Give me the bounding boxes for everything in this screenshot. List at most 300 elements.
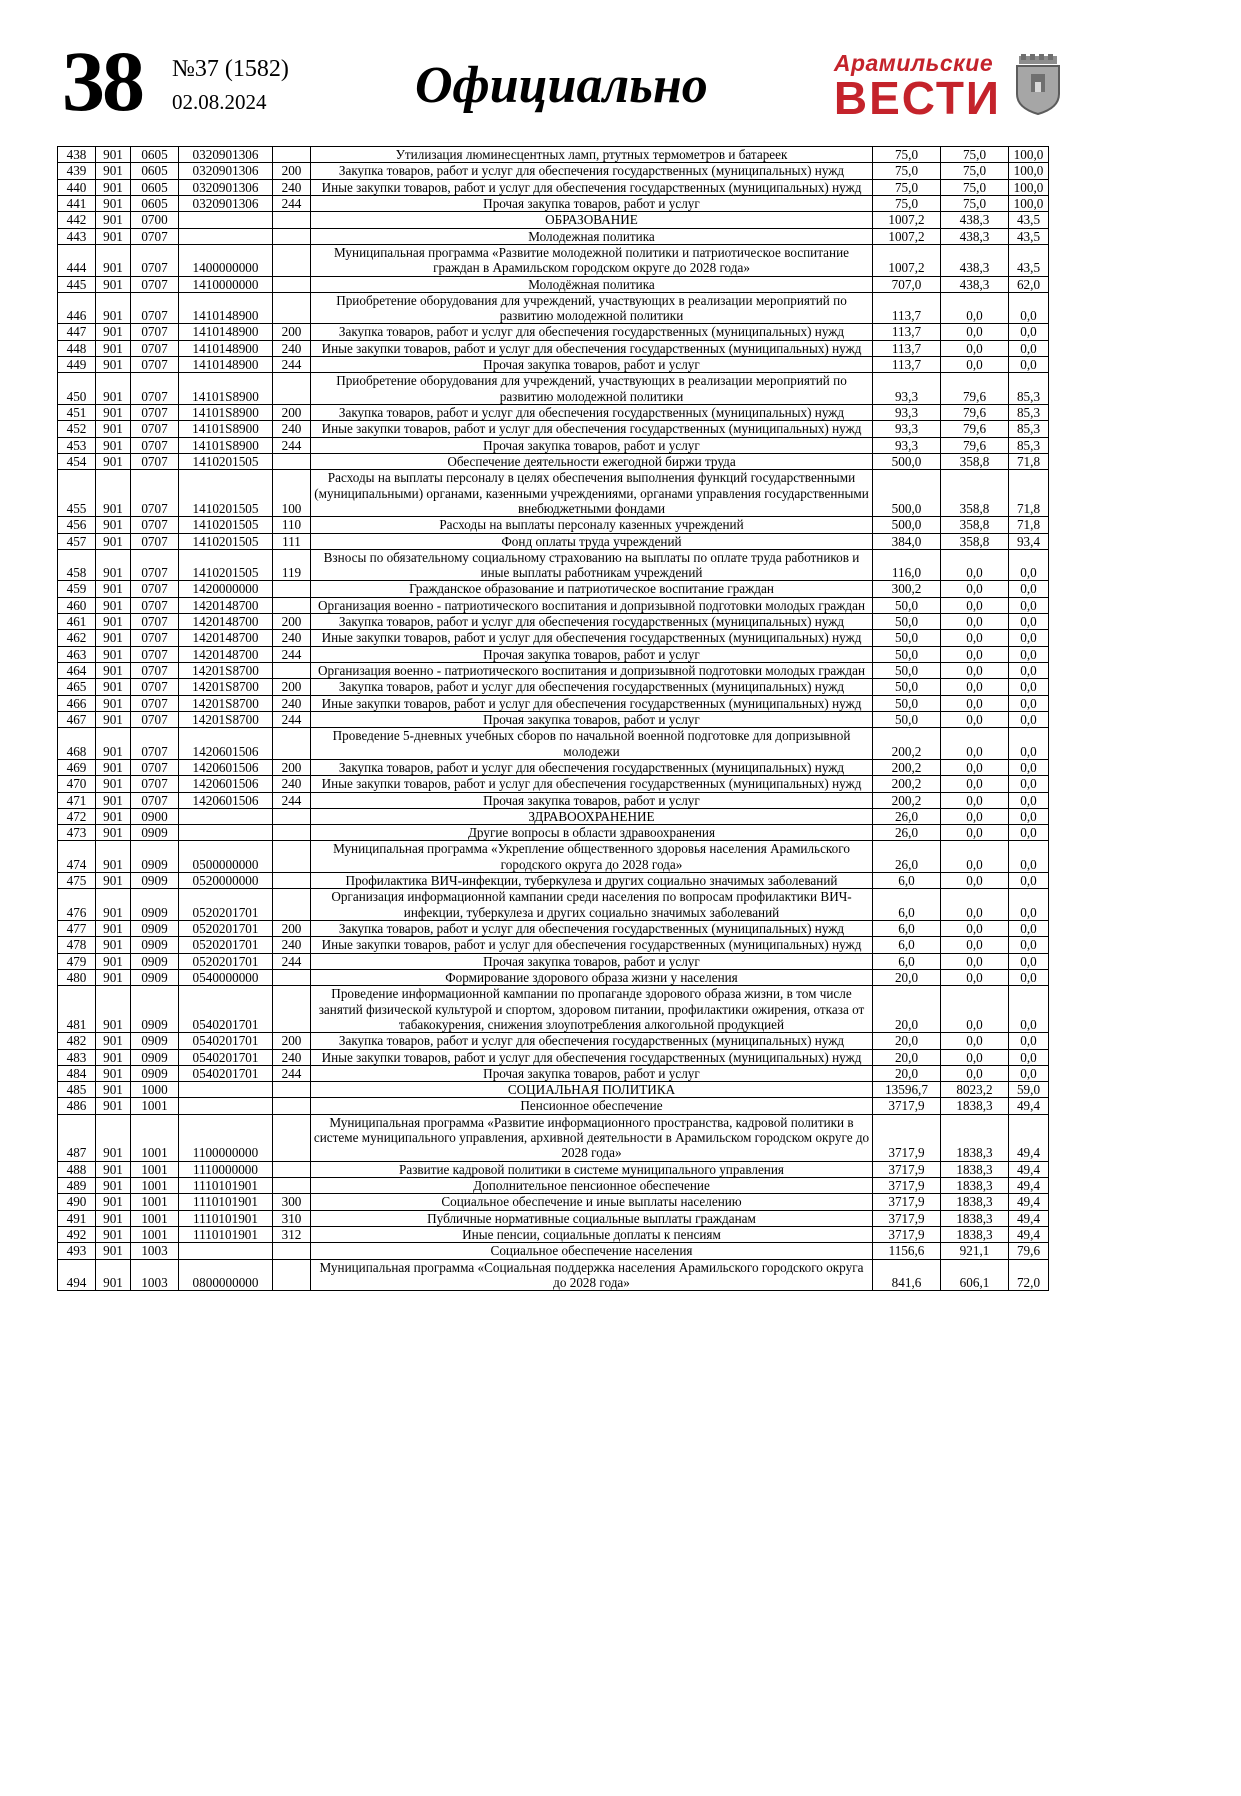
section-code-cell: 0605 <box>131 179 179 195</box>
section-code-cell: 0605 <box>131 163 179 179</box>
percent-value-cell: 0,0 <box>1009 873 1049 889</box>
expense-name-cell: Закупка товаров, работ и услуг для обеспечения государственных (муниципальных) нужд <box>311 163 873 179</box>
grbs-code-cell: 901 <box>96 517 131 533</box>
grbs-code-cell: 901 <box>96 533 131 549</box>
plan-value-cell: 93,3 <box>873 421 941 437</box>
target-article-code-cell: 0320901306 <box>179 147 273 163</box>
percent-value-cell: 0,0 <box>1009 357 1049 373</box>
plan-value-cell: 113,7 <box>873 357 941 373</box>
plan-value-cell: 20,0 <box>873 1065 941 1081</box>
expense-name-cell: Прочая закупка товаров, работ и услуг <box>311 1065 873 1081</box>
grbs-code-cell: 901 <box>96 1114 131 1161</box>
grbs-code-cell: 901 <box>96 373 131 405</box>
percent-value-cell: 0,0 <box>1009 986 1049 1033</box>
grbs-code-cell: 901 <box>96 1243 131 1259</box>
expense-type-code-cell <box>273 453 311 469</box>
fact-value-cell: 75,0 <box>941 195 1009 211</box>
row-number-cell: 454 <box>58 453 96 469</box>
fact-value-cell: 1838,3 <box>941 1210 1009 1226</box>
table-row <box>58 292 1049 324</box>
plan-value-cell: 384,0 <box>873 533 941 549</box>
row-number-cell: 478 <box>58 937 96 953</box>
target-article-code-cell: 14101S8900 <box>179 405 273 421</box>
grbs-code-cell: 901 <box>96 825 131 841</box>
percent-value-cell: 0,0 <box>1009 889 1049 921</box>
grbs-code-cell: 901 <box>96 759 131 775</box>
grbs-code-cell: 901 <box>96 212 131 228</box>
expense-name-cell: Иные закупки товаров, работ и услуг для обеспечения государственных (муниципальных) нужд <box>311 776 873 792</box>
table-row <box>58 1259 1049 1291</box>
grbs-code-cell: 901 <box>96 228 131 244</box>
row-number-cell: 463 <box>58 646 96 662</box>
plan-value-cell: 6,0 <box>873 953 941 969</box>
issue-number: №37 (1582) <box>172 56 289 82</box>
grbs-code-cell: 901 <box>96 1065 131 1081</box>
plan-value-cell: 113,7 <box>873 292 941 324</box>
expense-type-code-cell <box>273 1098 311 1114</box>
row-number-cell: 488 <box>58 1161 96 1177</box>
section-code-cell: 0707 <box>131 453 179 469</box>
table-row <box>58 1243 1049 1259</box>
section-code-cell: 1001 <box>131 1210 179 1226</box>
expense-type-code-cell <box>273 969 311 985</box>
grbs-code-cell: 901 <box>96 324 131 340</box>
row-number-cell: 471 <box>58 792 96 808</box>
section-code-cell: 0900 <box>131 808 179 824</box>
section-code-cell: 0605 <box>131 195 179 211</box>
plan-value-cell: 50,0 <box>873 646 941 662</box>
expense-name-cell: Проведение информационной кампании по пропаганде здорового образа жизни, в том числе занятий физической культурой и спортом, здоровом питании, профилактики ожирения, отказа от табакокурения, снижения злоупотребления алкогольной продукцией <box>311 986 873 1033</box>
expense-name-cell: Дополнительное пенсионное обеспечение <box>311 1178 873 1194</box>
fact-value-cell: 0,0 <box>941 324 1009 340</box>
table-row <box>58 357 1049 373</box>
fact-value-cell: 0,0 <box>941 759 1009 775</box>
expense-name-cell: Закупка товаров, работ и услуг для обеспечения государственных (муниципальных) нужд <box>311 614 873 630</box>
expense-name-cell: Взносы по обязательному социальному страхованию на выплаты по оплате труда работников и иные выплаты работникам учреждений <box>311 549 873 581</box>
expense-type-code-cell: 244 <box>273 437 311 453</box>
target-article-code-cell: 1420148700 <box>179 597 273 613</box>
percent-value-cell: 0,0 <box>1009 728 1049 760</box>
expense-name-cell: Закупка товаров, работ и услуг для обеспечения государственных (муниципальных) нужд <box>311 679 873 695</box>
grbs-code-cell: 901 <box>96 453 131 469</box>
table-row <box>58 969 1049 985</box>
expense-name-cell: ОБРАЗОВАНИЕ <box>311 212 873 228</box>
section-code-cell: 1001 <box>131 1226 179 1242</box>
plan-value-cell: 75,0 <box>873 147 941 163</box>
plan-value-cell: 93,3 <box>873 373 941 405</box>
table-row <box>58 953 1049 969</box>
plan-value-cell: 1007,2 <box>873 244 941 276</box>
grbs-code-cell: 901 <box>96 244 131 276</box>
page-header <box>62 33 1065 136</box>
row-number-cell: 469 <box>58 759 96 775</box>
expense-type-code-cell <box>273 728 311 760</box>
row-number-cell: 439 <box>58 163 96 179</box>
budget-table <box>57 146 1049 1291</box>
expense-type-code-cell <box>273 1259 311 1291</box>
percent-value-cell: 71,8 <box>1009 517 1049 533</box>
section-code-cell: 0909 <box>131 1065 179 1081</box>
percent-value-cell: 49,4 <box>1009 1226 1049 1242</box>
fact-value-cell: 1838,3 <box>941 1194 1009 1210</box>
row-number-cell: 458 <box>58 549 96 581</box>
row-number-cell: 477 <box>58 921 96 937</box>
plan-value-cell: 75,0 <box>873 179 941 195</box>
expense-type-code-cell: 240 <box>273 1049 311 1065</box>
expense-name-cell: Организация информационной кампании среди населения по вопросам профилактики ВИЧ-инфекции, туберкулеза и других социально значимых заболеваний <box>311 889 873 921</box>
percent-value-cell: 0,0 <box>1009 792 1049 808</box>
table-row <box>58 324 1049 340</box>
fact-value-cell: 0,0 <box>941 581 1009 597</box>
table-row <box>58 986 1049 1033</box>
section-code-cell: 0909 <box>131 969 179 985</box>
section-code-cell: 1000 <box>131 1082 179 1098</box>
expense-name-cell: Иные закупки товаров, работ и услуг для обеспечения государственных (муниципальных) нужд <box>311 695 873 711</box>
expense-name-cell: Расходы на выплаты персоналу казенных учреждений <box>311 517 873 533</box>
table-row <box>58 711 1049 727</box>
row-number-cell: 470 <box>58 776 96 792</box>
expense-name-cell: Фонд оплаты труда учреждений <box>311 533 873 549</box>
target-article-code-cell <box>179 1082 273 1098</box>
section-code-cell: 0707 <box>131 340 179 356</box>
plan-value-cell: 50,0 <box>873 597 941 613</box>
grbs-code-cell: 901 <box>96 195 131 211</box>
plan-value-cell: 20,0 <box>873 1033 941 1049</box>
expense-name-cell: Иные закупки товаров, работ и услуг для обеспечения государственных (муниципальных) нужд <box>311 340 873 356</box>
row-number-cell: 493 <box>58 1243 96 1259</box>
grbs-code-cell: 901 <box>96 163 131 179</box>
fact-value-cell: 358,8 <box>941 517 1009 533</box>
grbs-code-cell: 901 <box>96 470 131 517</box>
target-article-code-cell: 0320901306 <box>179 195 273 211</box>
expense-name-cell: Закупка товаров, работ и услуг для обеспечения государственных (муниципальных) нужд <box>311 759 873 775</box>
plan-value-cell: 26,0 <box>873 808 941 824</box>
expense-type-code-cell: 200 <box>273 614 311 630</box>
grbs-code-cell: 901 <box>96 1259 131 1291</box>
grbs-code-cell: 901 <box>96 276 131 292</box>
fact-value-cell: 0,0 <box>941 792 1009 808</box>
row-number-cell: 473 <box>58 825 96 841</box>
row-number-cell: 474 <box>58 841 96 873</box>
target-article-code-cell: 14201S8700 <box>179 695 273 711</box>
row-number-cell: 467 <box>58 711 96 727</box>
fact-value-cell: 358,8 <box>941 533 1009 549</box>
table-row <box>58 373 1049 405</box>
expense-name-cell: Социальное обеспечение и иные выплаты населению <box>311 1194 873 1210</box>
expense-name-cell: Организация военно - патриотического воспитания и допризывной подготовки молодых граждан <box>311 597 873 613</box>
grbs-code-cell: 901 <box>96 1033 131 1049</box>
expense-type-code-cell: 200 <box>273 163 311 179</box>
grbs-code-cell: 901 <box>96 776 131 792</box>
percent-value-cell: 0,0 <box>1009 921 1049 937</box>
row-number-cell: 476 <box>58 889 96 921</box>
target-article-code-cell: 1410148900 <box>179 340 273 356</box>
grbs-code-cell: 901 <box>96 421 131 437</box>
target-article-code-cell: 1400000000 <box>179 244 273 276</box>
percent-value-cell: 79,6 <box>1009 1243 1049 1259</box>
plan-value-cell: 3717,9 <box>873 1098 941 1114</box>
grbs-code-cell: 901 <box>96 873 131 889</box>
expense-type-code-cell <box>273 292 311 324</box>
row-number-cell: 452 <box>58 421 96 437</box>
section-code-cell: 0707 <box>131 228 179 244</box>
fact-value-cell: 0,0 <box>941 614 1009 630</box>
plan-value-cell: 20,0 <box>873 986 941 1033</box>
percent-value-cell: 0,0 <box>1009 1065 1049 1081</box>
target-article-code-cell <box>179 1098 273 1114</box>
table-row <box>58 228 1049 244</box>
percent-value-cell: 59,0 <box>1009 1082 1049 1098</box>
expense-type-code-cell <box>273 825 311 841</box>
section-code-cell: 0707 <box>131 646 179 662</box>
expense-type-code-cell: 240 <box>273 421 311 437</box>
percent-value-cell: 0,0 <box>1009 597 1049 613</box>
section-code-cell: 0909 <box>131 937 179 953</box>
expense-type-code-cell <box>273 276 311 292</box>
expense-type-code-cell <box>273 1178 311 1194</box>
row-number-cell: 487 <box>58 1114 96 1161</box>
table-row <box>58 437 1049 453</box>
grbs-code-cell: 901 <box>96 1098 131 1114</box>
section-code-cell: 0909 <box>131 986 179 1033</box>
expense-type-code-cell: 100 <box>273 470 311 517</box>
fact-value-cell: 8023,2 <box>941 1082 1009 1098</box>
expense-name-cell: Обеспечение деятельности ежегодной биржи труда <box>311 453 873 469</box>
percent-value-cell: 0,0 <box>1009 1049 1049 1065</box>
grbs-code-cell: 901 <box>96 695 131 711</box>
table-row <box>58 663 1049 679</box>
table-row <box>58 1114 1049 1161</box>
expense-type-code-cell: 200 <box>273 324 311 340</box>
expense-name-cell: Прочая закупка товаров, работ и услуг <box>311 357 873 373</box>
plan-value-cell: 500,0 <box>873 453 941 469</box>
newspaper-logo <box>833 42 1065 124</box>
target-article-code-cell: 1110101901 <box>179 1210 273 1226</box>
percent-value-cell: 71,8 <box>1009 470 1049 517</box>
section-code-cell: 0707 <box>131 792 179 808</box>
plan-value-cell: 200,2 <box>873 776 941 792</box>
section-code-cell: 1001 <box>131 1098 179 1114</box>
plan-value-cell: 1007,2 <box>873 228 941 244</box>
target-article-code-cell <box>179 1243 273 1259</box>
target-article-code-cell: 1410000000 <box>179 276 273 292</box>
fact-value-cell: 0,0 <box>941 776 1009 792</box>
table-row <box>58 276 1049 292</box>
table-row <box>58 825 1049 841</box>
plan-value-cell: 93,3 <box>873 405 941 421</box>
target-article-code-cell: 1420148700 <box>179 646 273 662</box>
plan-value-cell: 6,0 <box>873 937 941 953</box>
target-article-code-cell <box>179 228 273 244</box>
expense-type-code-cell <box>273 581 311 597</box>
expense-name-cell: Прочая закупка товаров, работ и услуг <box>311 195 873 211</box>
expense-type-code-cell: 200 <box>273 679 311 695</box>
section-code-cell: 0707 <box>131 711 179 727</box>
percent-value-cell: 49,4 <box>1009 1178 1049 1194</box>
grbs-code-cell: 901 <box>96 986 131 1033</box>
fact-value-cell: 0,0 <box>941 695 1009 711</box>
expense-name-cell: Иные закупки товаров, работ и услуг для обеспечения государственных (муниципальных) нужд <box>311 421 873 437</box>
section-code-cell: 0707 <box>131 663 179 679</box>
section-code-cell: 0909 <box>131 873 179 889</box>
target-article-code-cell <box>179 212 273 228</box>
plan-value-cell: 113,7 <box>873 340 941 356</box>
expense-name-cell: Гражданское образование и патриотическое воспитание граждан <box>311 581 873 597</box>
expense-name-cell: Закупка товаров, работ и услуг для обеспечения государственных (муниципальных) нужд <box>311 324 873 340</box>
percent-value-cell: 72,0 <box>1009 1259 1049 1291</box>
target-article-code-cell: 0800000000 <box>179 1259 273 1291</box>
percent-value-cell: 0,0 <box>1009 825 1049 841</box>
expense-type-code-cell: 200 <box>273 759 311 775</box>
table-row <box>58 937 1049 953</box>
plan-value-cell: 500,0 <box>873 470 941 517</box>
expense-name-cell: Прочая закупка товаров, работ и услуг <box>311 711 873 727</box>
fact-value-cell: 0,0 <box>941 889 1009 921</box>
expense-type-code-cell: 119 <box>273 549 311 581</box>
fact-value-cell: 0,0 <box>941 679 1009 695</box>
plan-value-cell: 6,0 <box>873 889 941 921</box>
table-row <box>58 470 1049 517</box>
fact-value-cell: 0,0 <box>941 728 1009 760</box>
row-number-cell: 442 <box>58 212 96 228</box>
table-row <box>58 517 1049 533</box>
table-row <box>58 679 1049 695</box>
target-article-code-cell: 14201S8700 <box>179 663 273 679</box>
table-row <box>58 1161 1049 1177</box>
expense-name-cell: Иные закупки товаров, работ и услуг для обеспечения государственных (муниципальных) нужд <box>311 179 873 195</box>
expense-type-code-cell <box>273 841 311 873</box>
table-row <box>58 179 1049 195</box>
percent-value-cell: 0,0 <box>1009 292 1049 324</box>
row-number-cell: 446 <box>58 292 96 324</box>
section-code-cell: 0605 <box>131 147 179 163</box>
grbs-code-cell: 901 <box>96 147 131 163</box>
table-row <box>58 1098 1049 1114</box>
row-number-cell: 462 <box>58 630 96 646</box>
table-row <box>58 581 1049 597</box>
percent-value-cell: 71,8 <box>1009 453 1049 469</box>
table-row <box>58 630 1049 646</box>
expense-type-code-cell <box>273 244 311 276</box>
section-code-cell: 1001 <box>131 1161 179 1177</box>
expense-name-cell: Иные закупки товаров, работ и услуг для обеспечения государственных (муниципальных) нужд <box>311 937 873 953</box>
budget-table-body <box>58 147 1049 1291</box>
fact-value-cell: 0,0 <box>941 969 1009 985</box>
target-article-code-cell: 14201S8700 <box>179 711 273 727</box>
table-row <box>58 163 1049 179</box>
plan-value-cell: 300,2 <box>873 581 941 597</box>
grbs-code-cell: 901 <box>96 841 131 873</box>
percent-value-cell: 0,0 <box>1009 937 1049 953</box>
row-number-cell: 491 <box>58 1210 96 1226</box>
expense-name-cell: Организация военно - патриотического воспитания и допризывной подготовки молодых граждан <box>311 663 873 679</box>
plan-value-cell: 3717,9 <box>873 1226 941 1242</box>
target-article-code-cell: 0540201701 <box>179 1033 273 1049</box>
fact-value-cell: 438,3 <box>941 276 1009 292</box>
expense-name-cell: Прочая закупка товаров, работ и услуг <box>311 437 873 453</box>
row-number-cell: 453 <box>58 437 96 453</box>
newspaper-name <box>833 50 1001 124</box>
target-article-code-cell: 1420148700 <box>179 614 273 630</box>
row-number-cell: 484 <box>58 1065 96 1081</box>
percent-value-cell: 100,0 <box>1009 163 1049 179</box>
expense-type-code-cell: 244 <box>273 792 311 808</box>
percent-value-cell: 0,0 <box>1009 969 1049 985</box>
target-article-code-cell: 0520201701 <box>179 889 273 921</box>
section-code-cell: 1003 <box>131 1259 179 1291</box>
percent-value-cell: 85,3 <box>1009 405 1049 421</box>
table-row <box>58 759 1049 775</box>
section-code-cell: 1001 <box>131 1178 179 1194</box>
fact-value-cell: 0,0 <box>941 921 1009 937</box>
section-code-cell: 0707 <box>131 244 179 276</box>
section-code-cell: 0909 <box>131 1049 179 1065</box>
section-code-cell: 0707 <box>131 759 179 775</box>
plan-value-cell: 75,0 <box>873 163 941 179</box>
fact-value-cell: 0,0 <box>941 1065 1009 1081</box>
target-article-code-cell: 1110101901 <box>179 1178 273 1194</box>
section-code-cell: 0707 <box>131 373 179 405</box>
target-article-code-cell: 1410148900 <box>179 292 273 324</box>
target-article-code-cell: 1410201505 <box>179 549 273 581</box>
table-row <box>58 1033 1049 1049</box>
target-article-code-cell: 1410201505 <box>179 453 273 469</box>
target-article-code-cell: 1110000000 <box>179 1161 273 1177</box>
expense-name-cell: Публичные нормативные социальные выплаты гражданам <box>311 1210 873 1226</box>
plan-value-cell: 50,0 <box>873 630 941 646</box>
percent-value-cell: 0,0 <box>1009 695 1049 711</box>
expense-name-cell: ЗДРАВООХРАНЕНИЕ <box>311 808 873 824</box>
table-row <box>58 147 1049 163</box>
percent-value-cell: 43,5 <box>1009 212 1049 228</box>
plan-value-cell: 26,0 <box>873 825 941 841</box>
target-article-code-cell: 1420148700 <box>179 630 273 646</box>
table-row <box>58 1082 1049 1098</box>
target-article-code-cell: 1410148900 <box>179 324 273 340</box>
expense-name-cell: Молодежная политика <box>311 228 873 244</box>
grbs-code-cell: 901 <box>96 597 131 613</box>
expense-name-cell: Иные закупки товаров, работ и услуг для обеспечения государственных (муниципальных) нужд <box>311 630 873 646</box>
expense-name-cell: Закупка товаров, работ и услуг для обеспечения государственных (муниципальных) нужд <box>311 405 873 421</box>
target-article-code-cell: 14101S8900 <box>179 373 273 405</box>
row-number-cell: 466 <box>58 695 96 711</box>
fact-value-cell: 438,3 <box>941 212 1009 228</box>
percent-value-cell: 0,0 <box>1009 711 1049 727</box>
expense-name-cell: СОЦИАЛЬНАЯ ПОЛИТИКА <box>311 1082 873 1098</box>
target-article-code-cell: 14201S8700 <box>179 679 273 695</box>
expense-name-cell: Развитие кадровой политики в системе муниципального управления <box>311 1161 873 1177</box>
expense-name-cell: Пенсионное обеспечение <box>311 1098 873 1114</box>
percent-value-cell: 49,4 <box>1009 1161 1049 1177</box>
expense-type-code-cell: 240 <box>273 179 311 195</box>
row-number-cell: 457 <box>58 533 96 549</box>
fact-value-cell: 0,0 <box>941 357 1009 373</box>
fact-value-cell: 0,0 <box>941 937 1009 953</box>
expense-name-cell: Профилактика ВИЧ-инфекции, туберкулеза и других социально значимых заболеваний <box>311 873 873 889</box>
city-crest-icon <box>1011 54 1065 116</box>
expense-name-cell: Социальное обеспечение населения <box>311 1243 873 1259</box>
grbs-code-cell: 901 <box>96 1226 131 1242</box>
expense-type-code-cell <box>273 873 311 889</box>
expense-name-cell: Закупка товаров, работ и услуг для обеспечения государственных (муниципальных) нужд <box>311 1033 873 1049</box>
section-code-cell: 0707 <box>131 324 179 340</box>
plan-value-cell: 50,0 <box>873 614 941 630</box>
fact-value-cell: 75,0 <box>941 163 1009 179</box>
section-title: Официально <box>414 57 708 114</box>
table-row <box>58 1210 1049 1226</box>
plan-value-cell: 3717,9 <box>873 1178 941 1194</box>
plan-value-cell: 6,0 <box>873 873 941 889</box>
